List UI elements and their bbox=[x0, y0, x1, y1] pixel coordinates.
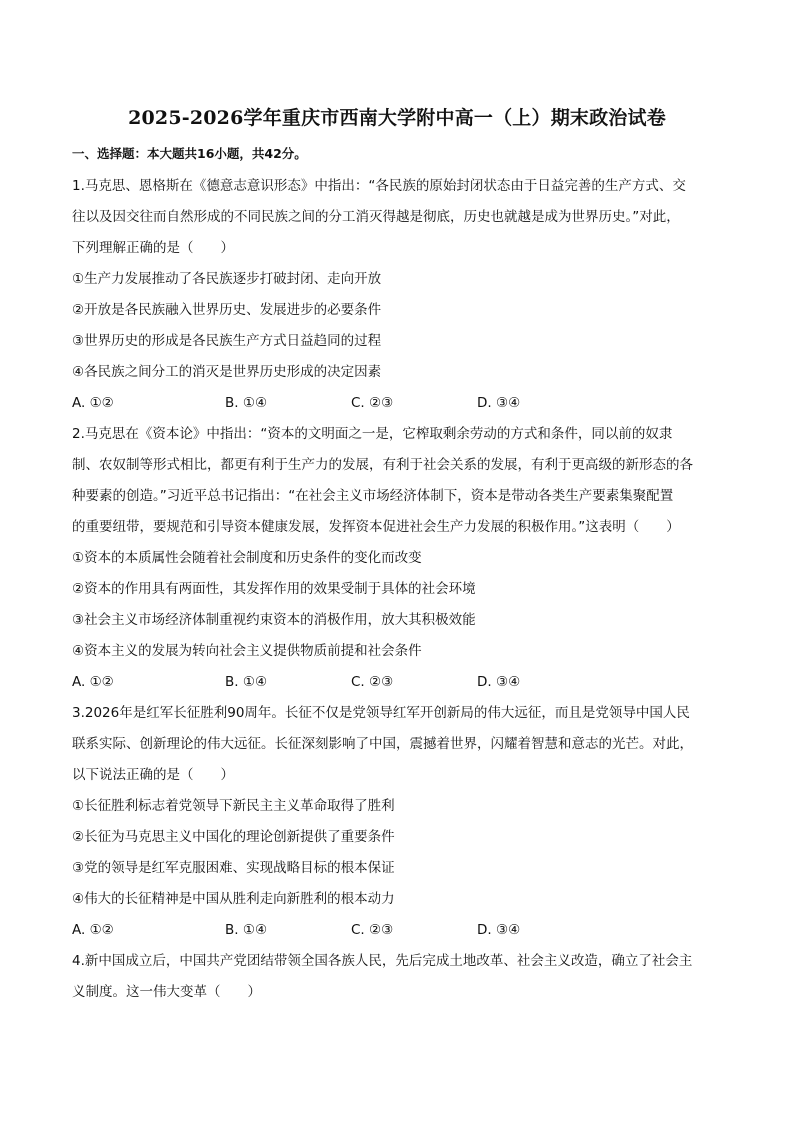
question-1-item: ②开放是各民族融入世界历史、发展进步的必要条件 bbox=[72, 302, 382, 318]
question-2-item: ②资本的作用具有两面性，其发挥作用的效果受制于具体的社会环境 bbox=[72, 581, 476, 597]
question-1-item: ①生产力发展推动了各民族逐步打破封闭、走向开放 bbox=[72, 271, 382, 287]
question-1-item: ③世界历史的形成是各民族生产方式日益趋同的过程 bbox=[72, 333, 382, 349]
question-2-item: ①资本的本质属性会随着社会制度和历史条件的变化而改变 bbox=[72, 550, 422, 566]
question-3-options bbox=[72, 915, 732, 946]
question-2-line: 的重要纽带，要规范和引导资本健康发展，发挥资本促进社会生产力发展的积极作用。”这表明（ ） bbox=[72, 519, 680, 535]
question-1-options bbox=[72, 388, 732, 419]
option-d[interactable]: D. ③④ bbox=[477, 395, 521, 411]
section-heading: 一、选择题：本大题共16小题，共42分。 bbox=[72, 146, 307, 161]
option-c[interactable]: C. ②③ bbox=[351, 922, 394, 938]
question-2-line: 种要素的创造。”习近平总书记指出：“在社会主义市场经济体制下，资本是带动各类生产要素集聚配置 bbox=[72, 488, 674, 504]
option-b[interactable]: B. ①④ bbox=[225, 674, 268, 690]
question-1-line: 往以及因交往而自然形成的不同民族之间的分工消灭得越是彻底，历史也就越是成为世界历史。”对此， bbox=[72, 209, 680, 225]
question-1-line: 下列理解正确的是（ ） bbox=[72, 240, 234, 256]
option-c[interactable]: C. ②③ bbox=[351, 395, 394, 411]
option-b[interactable]: B. ①④ bbox=[225, 922, 268, 938]
question-3-item: ①长征胜利标志着党领导下新民主主义革命取得了胜利 bbox=[72, 798, 395, 814]
option-d[interactable]: D. ③④ bbox=[477, 674, 521, 690]
question-4-line: 义制度。这一伟大变革（ ） bbox=[72, 984, 261, 1000]
question-4-stem bbox=[72, 946, 724, 1008]
question-2-line: 制、农奴制等形式相比，都更有利于生产力的发展，有利于社会关系的发展，有利于更高级的新形态的各 bbox=[72, 457, 693, 473]
question-1-line: 1.马克思、恩格斯在《德意志意识形态》中指出：“各民族的原始封闭状态由于日益完善的生产方式、交 bbox=[72, 178, 686, 194]
page-title: 2025-2026学年重庆市西南大学附中高一（上）期末政治试卷 bbox=[128, 107, 666, 129]
option-a[interactable]: A. ①② bbox=[72, 395, 114, 411]
question-3-item: ②长征为马克思主义中国化的理论创新提供了重要条件 bbox=[72, 829, 395, 845]
question-3-item: ③党的领导是红军克服困难、实现战略目标的根本保证 bbox=[72, 860, 395, 876]
question-1-stem bbox=[72, 171, 724, 388]
option-d[interactable]: D. ③④ bbox=[477, 922, 521, 938]
question-3-line: 以下说法正确的是（ ） bbox=[72, 767, 234, 783]
question-2-options bbox=[72, 667, 732, 698]
option-c[interactable]: C. ②③ bbox=[351, 674, 394, 690]
question-4-line: 4.新中国成立后，中国共产党团结带领全国各族人民，先后完成土地改革、社会主义改造，确立了社会主 bbox=[72, 953, 693, 969]
question-1-item: ④各民族之间分工的消灭是世界历史形成的决定因素 bbox=[72, 364, 382, 380]
option-b[interactable]: B. ①④ bbox=[225, 395, 268, 411]
question-3-stem bbox=[72, 698, 724, 915]
question-2-item: ④资本主义的发展为转向社会主义提供物质前提和社会条件 bbox=[72, 643, 422, 659]
option-a[interactable]: A. ①② bbox=[72, 922, 114, 938]
question-2-line: 2.马克思在《资本论》中指出：“资本的文明面之一是，它榨取剩余劳动的方式和条件，同以前的奴隶 bbox=[72, 426, 673, 442]
question-3-line: 3.2026年是红军长征胜利90周年。长征不仅是党领导红军开创新局的伟大远征，而且是党领导中国人民 bbox=[72, 705, 690, 721]
question-3-item: ④伟大的长征精神是中国从胜利走向新胜利的根本动力 bbox=[72, 891, 395, 907]
option-a[interactable]: A. ①② bbox=[72, 674, 114, 690]
question-2-stem bbox=[72, 419, 724, 667]
question-3-line: 联系实际、创新理论的伟大远征。长征深刻影响了中国，震撼着世界，闪耀着智慧和意志的光芒。对此， bbox=[72, 736, 693, 752]
question-2-item: ③社会主义市场经济体制重视约束资本的消极作用，放大其积极效能 bbox=[72, 612, 476, 628]
